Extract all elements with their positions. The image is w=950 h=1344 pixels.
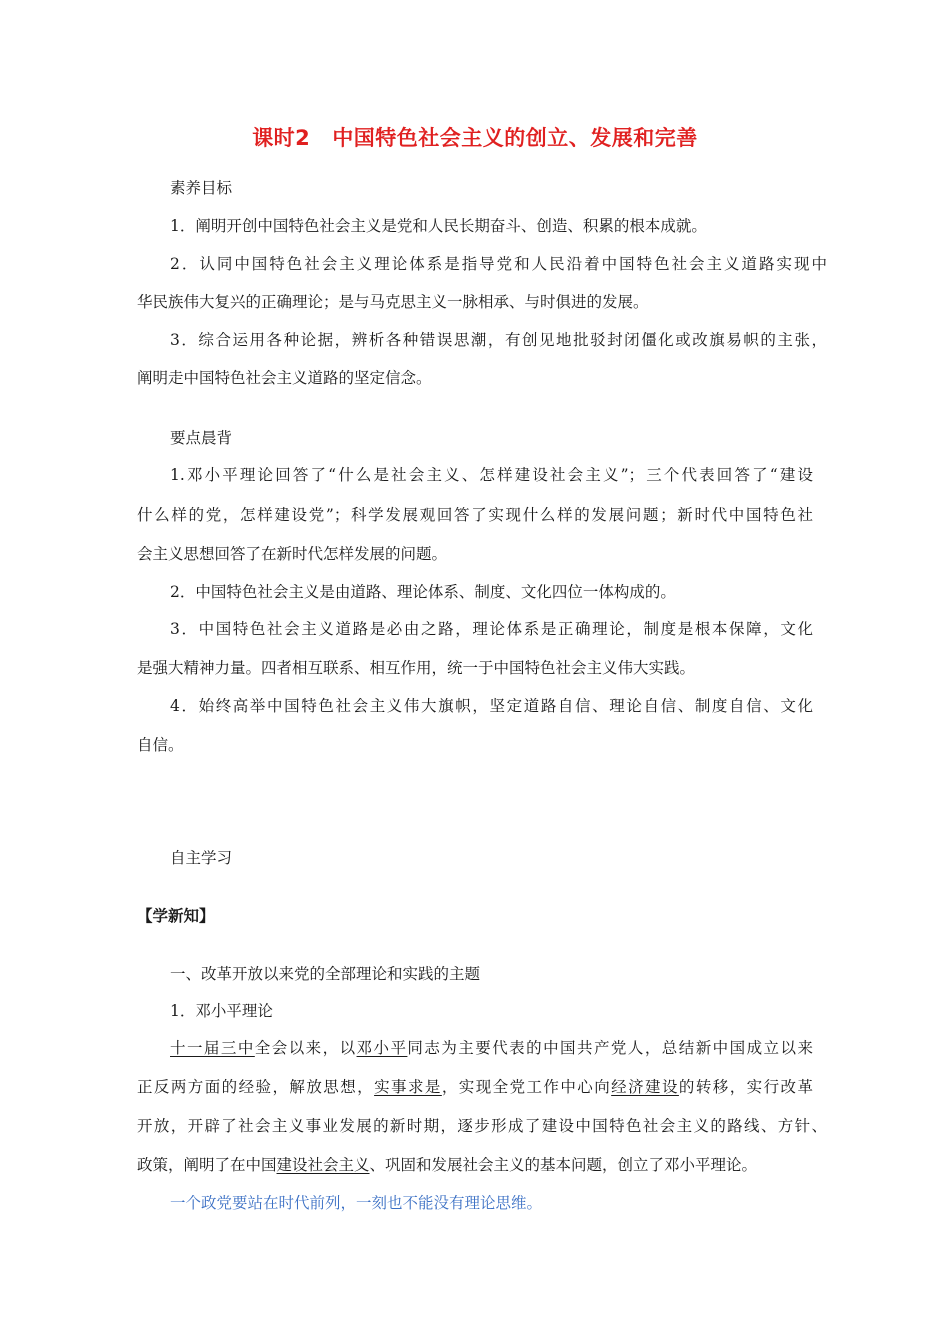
lesson-title: 中国特色社会主义的创立、发展和完善: [332, 126, 698, 150]
page-title: [0, 122, 950, 152]
selfstudy-heading: 自主学习: [170, 849, 233, 867]
learn-new-knowledge-heading: 【学新知】: [137, 907, 215, 925]
literacy-item-2-line-1: 2．认同中国特色社会主义理论体系是指导党和人民沿着中国特色社会主义道路实现中: [170, 255, 827, 273]
paragraph-line-1: 十一届三中全会以来，以邓小平同志为主要代表的中国共产党人，总结新中国成立以来: [170, 1039, 813, 1057]
paragraph-line-4: 政策，阐明了在中国建设社会主义、巩固和发展社会主义的基本问题，创立了邓小平理论。: [137, 1156, 758, 1174]
underlined-term: 实事求是: [374, 1078, 442, 1096]
underlined-term: 经济建设: [611, 1078, 679, 1096]
quote-line: 一个政党要站在时代前列，一刻也不能没有理论思维。: [170, 1194, 543, 1212]
subsection-deng-xiaoping-theory: 1．邓小平理论: [170, 1002, 273, 1020]
lesson-number: 课时2: [252, 126, 311, 150]
literacy-item-3-line-1: 3．综合运用各种论据，辨析各种错误思潮，有创见地批驳封闭僵化或改旗易帜的主张，: [170, 331, 827, 349]
keypoints-item-3-line-1: 3．中国特色社会主义道路是必由之路，理论体系是正确理论，制度是根本保障，文化: [170, 620, 813, 638]
keypoints-item-1-line-3: 会主义思想回答了在新时代怎样发展的问题。: [137, 545, 448, 563]
keypoints-heading: 要点晨背: [170, 429, 233, 447]
underlined-term: 邓小平: [356, 1039, 408, 1057]
literacy-item-2-line-2: 华民族伟大复兴的正确理论；是与马克思主义一脉相承、与时俱进的发展。: [137, 293, 649, 311]
keypoints-item-3-line-2: 是强大精神力量。四者相互联系、相互作用，统一于中国特色社会主义伟大实践。: [137, 659, 696, 677]
keypoints-item-4-line-2: 自信。: [137, 736, 184, 754]
keypoints-item-4-line-1: 4．始终高举中国特色社会主义伟大旗帜，坚定道路自信、理论自信、制度自信、文化: [170, 697, 813, 715]
underlined-term: 十一届三中: [170, 1039, 255, 1057]
paragraph-line-3: 开放，开辟了社会主义事业发展的新时期，逐步形成了建设中国特色社会主义的路线、方针、: [137, 1117, 827, 1135]
literacy-heading: 素养目标: [170, 179, 233, 197]
keypoints-item-1-line-2: 什么样的党，怎样建设党”；科学发展观回答了实现什么样的发展问题；新时代中国特色社: [137, 506, 813, 524]
keypoints-item-2: 2．中国特色社会主义是由道路、理论体系、制度、文化四位一体构成的。: [170, 583, 676, 601]
literacy-item-1: 1．阐明开创中国特色社会主义是党和人民长期奋斗、创造、积累的根本成就。: [170, 217, 707, 235]
underlined-term: 建设社会主义: [276, 1156, 370, 1174]
literacy-item-3-line-2: 阐明走中国特色社会主义道路的坚定信念。: [137, 369, 432, 387]
section-1-heading: 一、改革开放以来党的全部理论和实践的主题: [170, 965, 481, 983]
paragraph-line-2: 正反两方面的经验，解放思想，实事求是，实现全党工作中心向经济建设的转移，实行改革: [137, 1078, 813, 1096]
keypoints-item-1-line-1: 1.邓小平理论回答了“什么是社会主义、怎样建设社会主义”；三个代表回答了“建设: [170, 466, 813, 484]
